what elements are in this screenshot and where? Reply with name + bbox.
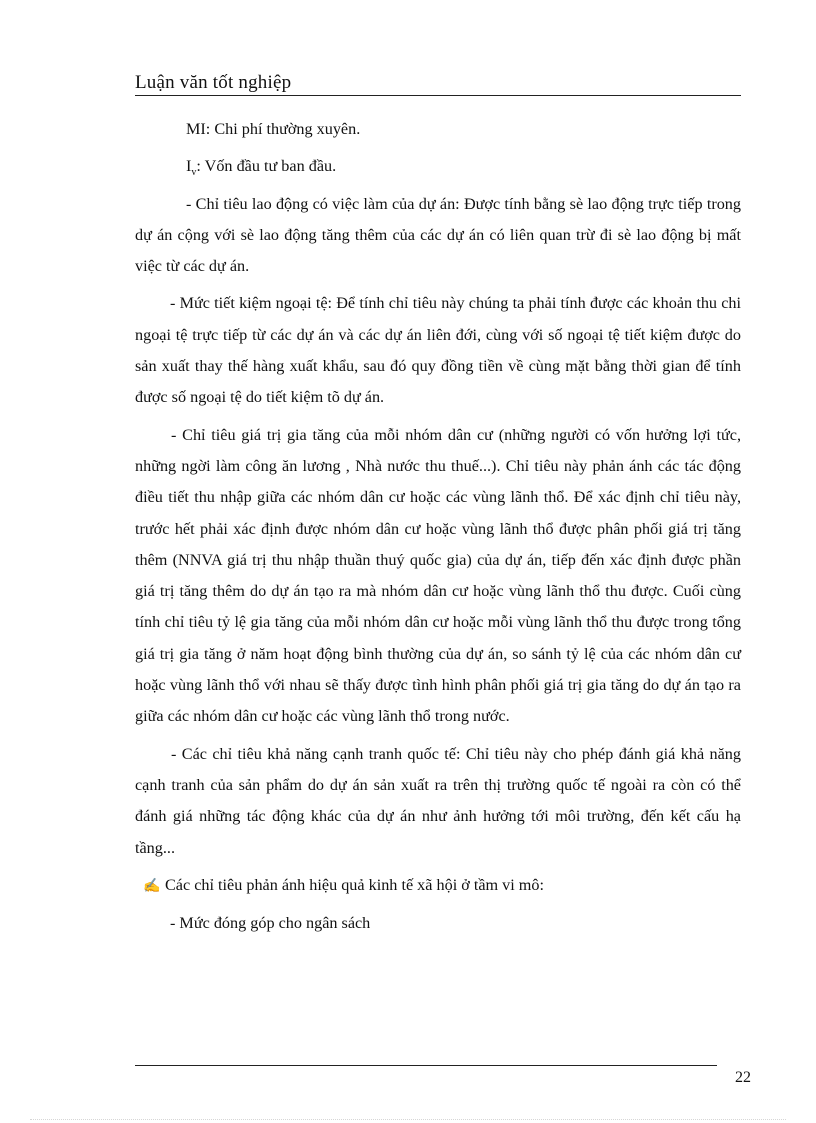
paragraph-value-added: - Chỉ tiêu giá trị gia tăng của mỗi nhóm dân cư (những người có vốn hưởng lợi tức, những ngời làm công ăn lương , Nhà nước thu thuế...). Chỉ tiêu này phản ánh các tác động điều tiết thu nhập giữa các nhóm dân cư hoặc các vùng lãnh thổ. Để xác định chỉ tiêu này, trước hết phải xác định được nhóm dân cư hoặc vùng lãnh thổ được phân phối giá trị tăng thêm (NNVA giá trị thu nhập thuần thuý quốc gia) của dự án, tiếp đến xác định được phần giá trị tăng thêm do dự án tạo ra mà nhóm dân cư hoặc vùng lãnh thổ thu được. Cuối cùng tính chỉ tiêu tỷ lệ gia tăng của mỗi nhóm dân cư hoặc mỗi vùng lãnh thổ thu được trong tổng giá trị gia tăng ở năm hoạt động bình thường của dự án, so sánh tỷ lệ của các nhóm dân cư hoặc vùng lãnh thổ với nhau sẽ thấy được tình hình phân phối giá trị gia tăng do dự án tạo ra giữa các nhóm dân cư hoặc các vùng lãnh thổ trong nước. xyxy=(135,425,741,726)
running-header: Luận văn tốt nghiệp xyxy=(135,72,292,93)
paragraph-macro-heading xyxy=(135,870,741,902)
subscript-v: v xyxy=(191,167,197,179)
page-number: 22 xyxy=(735,1069,751,1086)
paragraph-budget: - Mức đóng góp cho ngân sách xyxy=(170,914,371,933)
footer-rule xyxy=(135,1065,717,1066)
paragraph-iv xyxy=(135,151,741,182)
page-break-line xyxy=(30,1119,786,1120)
writing-hand-icon: ✍ xyxy=(143,878,161,894)
paragraph-mi: MI: Chi phí thường xuyên. xyxy=(186,120,361,138)
header-rule xyxy=(135,95,741,96)
paragraph-labor: - Chỉ tiêu lao động có việc làm của dự án: Được tính bằng sè lao động trực tiếp trong dự án cộng với sè lao động tăng thêm của các dự án có liên quan trừ đi sè lao động bị mất việc từ các dự án. xyxy=(135,194,741,276)
paragraph-competitiveness: - Các chỉ tiêu khả năng cạnh tranh quốc tế: Chỉ tiêu này cho phép đánh giá khả năng cạnh tranh của sản phẩm do dự án sản xuất ra trên thị trường quốc tế ngoài ra còn có thể đánh giá những tác động khác của dự án như ảnh hưởng tới môi trường, đến kết cấu hạ tầng... xyxy=(135,744,741,857)
paragraph-forex: - Mức tiết kiệm ngoại tệ: Để tính chỉ tiêu này chúng ta phải tính được các khoản thu chi ngoại tệ trực tiếp từ các dự án và các dự án liên đới, cùng với số ngoại tệ tiết kiệm được do sản xuất thay thế hàng xuất khẩu, sau đó quy đồng tiền về cùng mặt bằng thời gian để tính được số ngoại tệ do tiết kiệm tõ dự án. xyxy=(135,294,741,407)
page-body xyxy=(135,114,741,945)
macro-heading-text: Các chỉ tiêu phản ánh hiệu quả kinh tế xã hội ở tầm vi mô: xyxy=(165,875,544,894)
variable-i: I xyxy=(186,157,192,176)
paragraph-iv-text: : Vốn đầu tư ban đầu. xyxy=(196,157,337,176)
